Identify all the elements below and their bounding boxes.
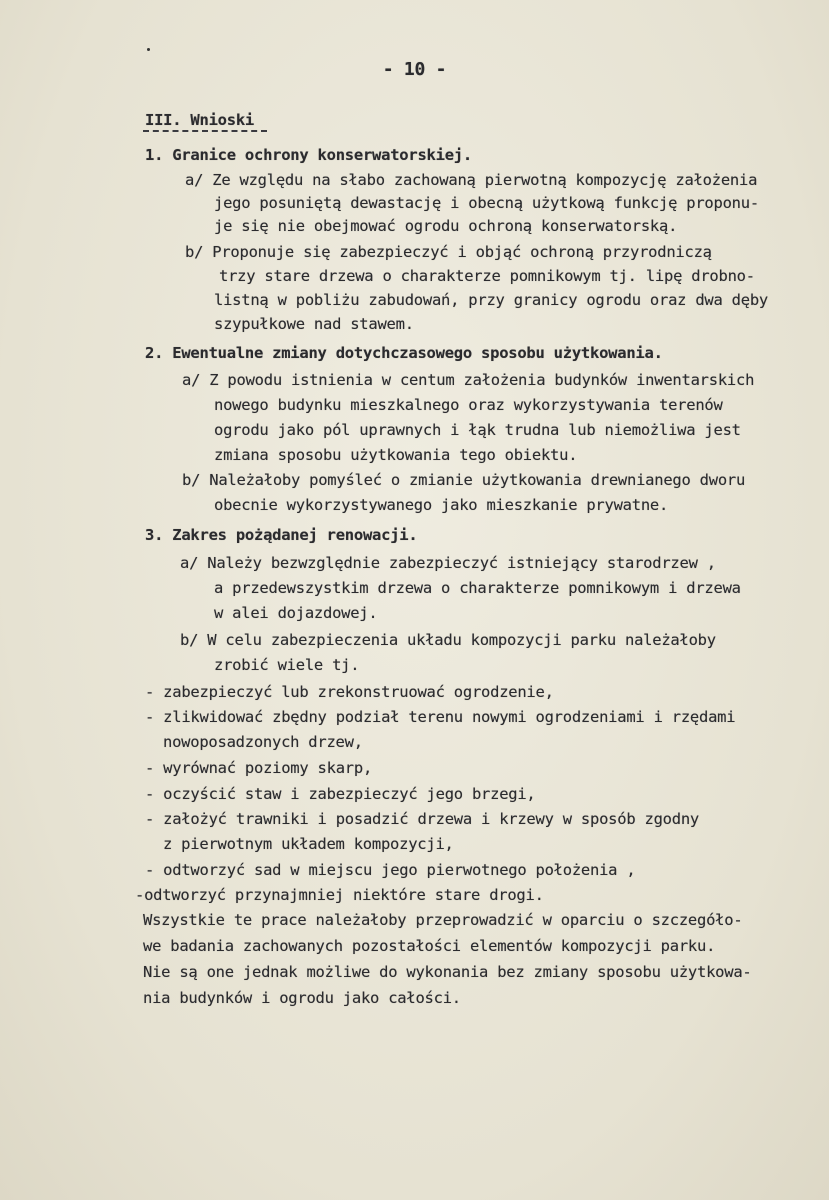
item-1b-line-3: listną w pobliżu zabudowań, przy granicy ogrodu oraz dwa dęby <box>214 291 768 309</box>
item-2a-line-4: zmiana sposobu użytkowania tego obiektu. <box>214 446 578 464</box>
item-1b-line-1: b/ Proponuje się zabezpieczyć i objąć ochroną przyrodniczą <box>185 243 712 261</box>
item-3a-line-1: a/ Należy bezwzględnie zabezpieczyć istniejący starodrzew , <box>180 554 716 572</box>
bullet-lawns-line-1: - założyć trawniki i posadzić drzewa i krzewy w sposób zgodny <box>145 810 699 828</box>
bullet-pond: - oczyścić staw i zabezpieczyć jego brzegi, <box>145 785 536 803</box>
bullet-division-line-2: nowoposadzonych drzew, <box>163 733 363 751</box>
heading-underline <box>143 130 267 132</box>
section-heading: III. Wnioski <box>145 111 254 129</box>
item-1-title: 1. Granice ochrony konserwatorskiej. <box>145 146 472 164</box>
bullet-orchard: - odtworzyć sad w miejscu jego pierwotnego położenia , <box>145 861 636 879</box>
item-2a-line-2: nowego budynku mieszkalnego oraz wykorzystywania terenów <box>214 396 723 414</box>
item-2b-line-2: obecnie wykorzystywanego jako mieszkanie prywatne. <box>214 496 669 514</box>
bullet-lawns-line-2: z pierwotnym układem kompozycji, <box>163 835 454 853</box>
item-1a-line-1: a/ Ze względu na słabo zachowaną pierwotną kompozycję założenia <box>185 171 758 189</box>
closing-line-2: we badania zachowanych pozostałości elementów kompozycji parku. <box>143 937 716 955</box>
bullet-roads: -odtworzyć przynajmniej niektóre stare drogi. <box>135 886 544 904</box>
item-3-title: 3. Zakres pożądanej renowacji. <box>145 526 418 544</box>
item-2-title: 2. Ewentualne zmiany dotychczasowego sposobu użytkowania. <box>145 344 663 362</box>
bullet-division-line-1: - zlikwidować zbędny podział terenu nowymi ogrodzeniami i rzędami <box>145 708 736 726</box>
item-3a-line-3: w alei dojazdowej. <box>214 604 378 622</box>
item-2a-line-1: a/ Z powodu istnienia w centum założenia budynków inwentarskich <box>182 371 755 389</box>
item-1a-line-3: je się nie obejmować ogrodu ochroną konserwatorską. <box>214 217 678 235</box>
item-1a-line-2: jego posuniętą dewastację i obecną użytkową funkcję proponu- <box>214 194 759 212</box>
item-3b-line-2: zrobić wiele tj. <box>214 656 360 674</box>
closing-line-4: nia budynków i ogrodu jako całości. <box>143 989 461 1007</box>
item-3a-line-2: a przedewszystkim drzewa o charakterze pomnikowym i drzewa <box>214 579 741 597</box>
closing-line-1: Wszystkie te prace należałoby przeprowadzić w oparciu o szczegóło- <box>143 911 743 929</box>
bullet-fence: - zabezpieczyć lub zrekonstruować ogrodzenie, <box>145 683 554 701</box>
item-3b-line-1: b/ W celu zabezpieczenia układu kompozycji parku należałoby <box>180 631 716 649</box>
item-1b-line-2: trzy stare drzewa o charakterze pomnikowym tj. lipę drobno- <box>219 267 755 285</box>
closing-line-3: Nie są one jednak możliwe do wykonania bez zmiany sposobu użytkowa- <box>143 963 752 981</box>
speck-mark <box>147 48 150 51</box>
item-1b-line-4: szypułkowe nad stawem. <box>214 315 414 333</box>
bullet-slopes: - wyrównać poziomy skarp, <box>145 759 373 777</box>
item-2b-line-1: b/ Należałoby pomyśleć o zmianie użytkowania drewnianego dworu <box>182 471 746 489</box>
page-number: - 10 - <box>382 59 447 80</box>
item-2a-line-3: ogrodu jako pól uprawnych i łąk trudna lub niemożliwa jest <box>214 421 741 439</box>
